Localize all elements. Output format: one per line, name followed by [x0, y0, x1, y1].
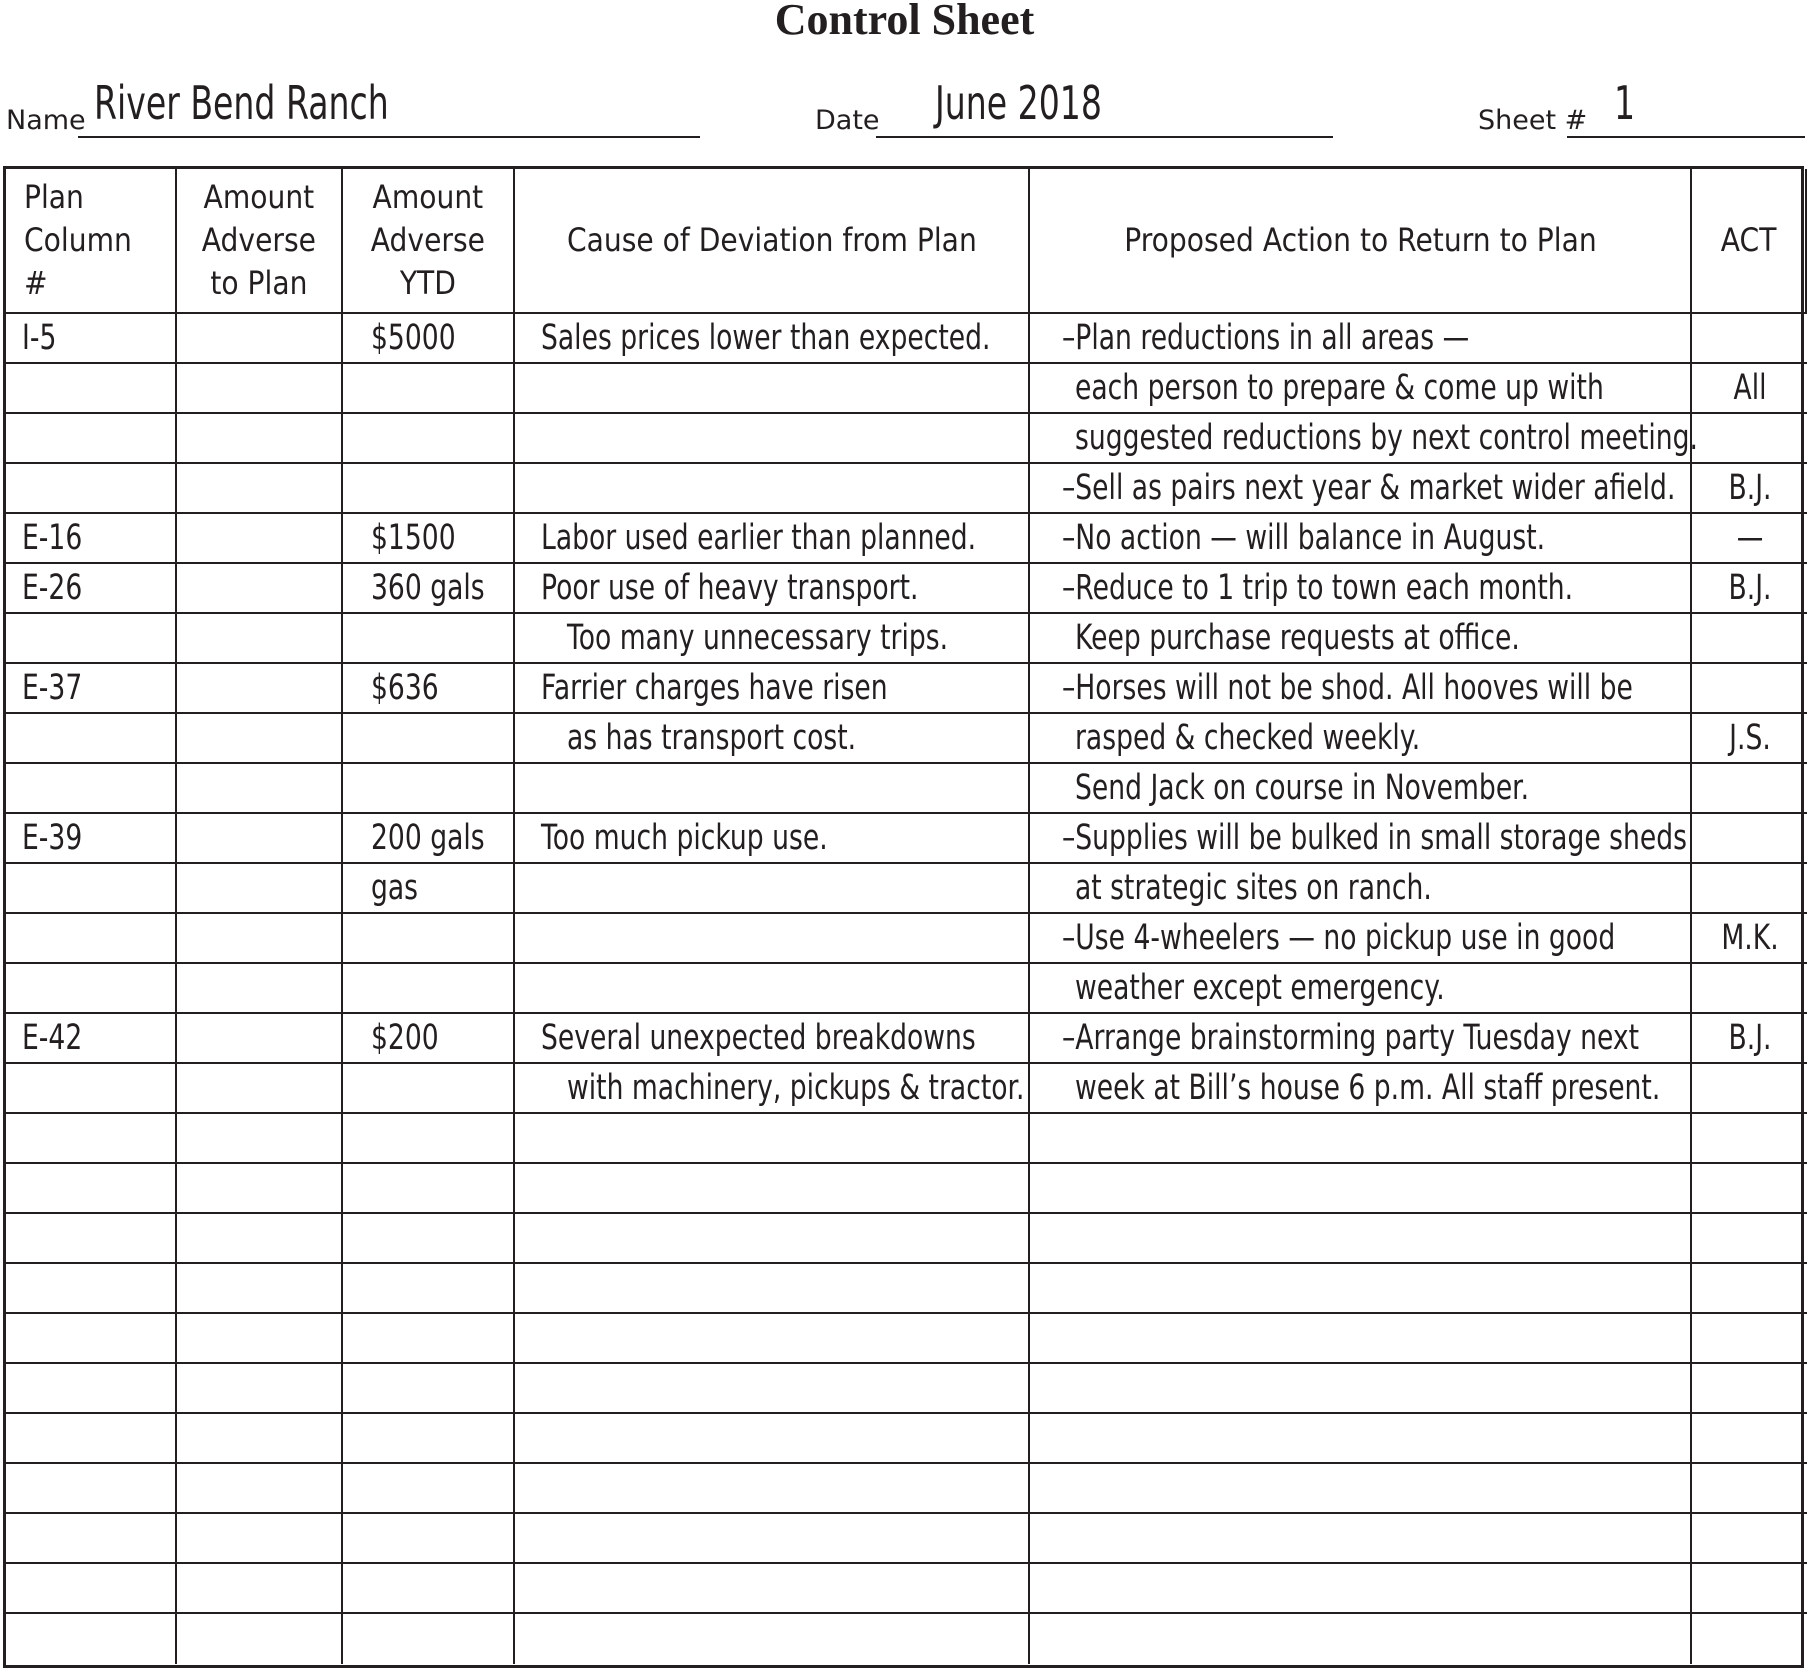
cause-cell [515, 1614, 1030, 1664]
cause-cell [515, 1464, 1030, 1514]
cause-cell [515, 1414, 1030, 1464]
proposed-action-cell [1030, 1564, 1692, 1614]
act-cell [1692, 1514, 1807, 1564]
proposed-action-cell [1030, 314, 1692, 364]
amount-adverse-to-plan-cell [177, 614, 343, 664]
proposed-action-cell [1030, 1214, 1692, 1264]
amount-adverse-to-plan-cell [177, 764, 343, 814]
cell-text: Labor used earlier than planned. [541, 518, 977, 558]
act-cell [1692, 664, 1807, 714]
act-cell [1692, 364, 1807, 414]
amount-adverse-to-plan-cell [177, 1464, 343, 1514]
plan-column-cell [6, 964, 177, 1014]
act-cell [1692, 1364, 1807, 1414]
column-header-label: Proposed Action to Return to Plan [1123, 221, 1597, 259]
amount-adverse-to-plan-cell [177, 514, 343, 564]
proposed-action-cell [1030, 1364, 1692, 1414]
plan-column-cell [6, 764, 177, 814]
act-cell [1692, 464, 1807, 514]
cause-cell [515, 1364, 1030, 1414]
name-label: Name [6, 105, 86, 136]
column-header-plan-column [6, 169, 177, 314]
column-header-label: Amount Adverse to Plan [201, 178, 317, 302]
cell-text: –Use 4-wheelers — no pickup use in good [1062, 918, 1616, 958]
cell-text: –Supplies will be bulked in small storage sheds [1062, 818, 1688, 858]
amount-adverse-to-plan-cell [177, 1364, 343, 1414]
sheet-field [1478, 62, 1805, 138]
cause-cell [515, 1064, 1030, 1114]
plan-column-cell [6, 564, 177, 614]
cell-text: B.J. [1727, 468, 1772, 508]
proposed-action-cell [1030, 1614, 1692, 1664]
amount-adverse-ytd-cell [343, 1314, 515, 1364]
column-header-label: ACT [1720, 221, 1777, 259]
proposed-action-cell [1030, 1064, 1692, 1114]
cell-text: as has transport cost. [567, 718, 857, 758]
act-cell [1692, 814, 1807, 864]
plan-column-cell [6, 1464, 177, 1514]
cause-cell [515, 1014, 1030, 1064]
cell-text: –Arrange brainstorming party Tuesday next [1062, 1018, 1640, 1058]
amount-adverse-ytd-cell [343, 1514, 515, 1564]
cell-text: –Reduce to 1 trip to town each month. [1062, 568, 1574, 608]
proposed-action-cell [1030, 914, 1692, 964]
cell-text: E-39 [22, 818, 83, 858]
cell-text: $5000 [371, 318, 456, 358]
plan-column-cell [6, 364, 177, 414]
amount-adverse-ytd-cell [343, 614, 515, 664]
amount-adverse-ytd-cell [343, 1464, 515, 1514]
cell-text: $1500 [371, 518, 456, 558]
column-header-act [1692, 169, 1807, 314]
amount-adverse-ytd-cell [343, 714, 515, 764]
amount-adverse-to-plan-cell [177, 1614, 343, 1664]
act-cell [1692, 564, 1807, 614]
amount-adverse-ytd-cell [343, 364, 515, 414]
cell-text: Too much pickup use. [541, 818, 828, 858]
amount-adverse-to-plan-cell [177, 364, 343, 414]
cell-text: with machinery, pickups & tractor. [567, 1068, 1025, 1108]
cell-text: I-5 [22, 318, 57, 358]
act-cell [1692, 314, 1807, 364]
plan-column-cell [6, 1014, 177, 1064]
amount-adverse-to-plan-cell [177, 1114, 343, 1164]
column-header-label: Plan Column # [24, 178, 132, 302]
proposed-action-cell [1030, 664, 1692, 714]
cell-text: $200 [371, 1018, 439, 1058]
cell-text: M.K. [1720, 918, 1779, 958]
amount-adverse-ytd-cell [343, 414, 515, 464]
column-header-cause-of-deviation [515, 169, 1030, 314]
act-cell [1692, 1064, 1807, 1114]
cell-text: E-16 [22, 518, 83, 558]
act-cell [1692, 1564, 1807, 1614]
cell-text: Poor use of heavy transport. [541, 568, 919, 608]
cause-cell [515, 1314, 1030, 1364]
act-cell [1692, 614, 1807, 664]
cause-cell [515, 1514, 1030, 1564]
act-cell [1692, 1264, 1807, 1314]
name-value: River Bend Ranch [94, 76, 389, 130]
plan-column-cell [6, 1564, 177, 1614]
sheet-label: Sheet # [1478, 105, 1588, 136]
sheet-value: 1 [1614, 76, 1636, 130]
act-cell [1692, 1464, 1807, 1514]
cause-cell [515, 1264, 1030, 1314]
act-cell [1692, 1314, 1807, 1364]
amount-adverse-to-plan-cell [177, 314, 343, 364]
amount-adverse-to-plan-cell [177, 864, 343, 914]
amount-adverse-to-plan-cell [177, 964, 343, 1014]
cause-cell [515, 464, 1030, 514]
proposed-action-cell [1030, 714, 1692, 764]
cell-text: B.J. [1727, 568, 1772, 608]
act-cell [1692, 964, 1807, 1014]
cause-cell [515, 364, 1030, 414]
act-cell [1692, 914, 1807, 964]
amount-adverse-ytd-cell [343, 814, 515, 864]
amount-adverse-to-plan-cell [177, 1214, 343, 1264]
cell-text: –No action — will balance in August. [1062, 518, 1546, 558]
cell-text: suggested reductions by next control meeting. [1075, 418, 1698, 458]
proposed-action-cell [1030, 1314, 1692, 1364]
amount-adverse-ytd-cell [343, 1264, 515, 1314]
amount-adverse-ytd-cell [343, 1064, 515, 1114]
proposed-action-cell [1030, 364, 1692, 414]
act-cell [1692, 1114, 1807, 1164]
cell-text: at strategic sites on ranch. [1075, 868, 1432, 908]
proposed-action-cell [1030, 464, 1692, 514]
proposed-action-cell [1030, 1514, 1692, 1564]
amount-adverse-ytd-cell [343, 1114, 515, 1164]
cell-text: $636 [371, 668, 439, 708]
proposed-action-cell [1030, 1164, 1692, 1214]
proposed-action-cell [1030, 964, 1692, 1014]
control-table [3, 166, 1804, 1668]
amount-adverse-ytd-cell [343, 1414, 515, 1464]
plan-column-cell [6, 814, 177, 864]
cell-text: gas [371, 868, 419, 908]
cell-text: E-37 [22, 668, 83, 708]
proposed-action-cell [1030, 1464, 1692, 1514]
amount-adverse-to-plan-cell [177, 1014, 343, 1064]
amount-adverse-ytd-cell [343, 1164, 515, 1214]
amount-adverse-to-plan-cell [177, 414, 343, 464]
cell-text: — [1736, 518, 1763, 558]
cause-cell [515, 414, 1030, 464]
cell-text: B.J. [1727, 1018, 1772, 1058]
cause-cell [515, 514, 1030, 564]
plan-column-cell [6, 1064, 177, 1114]
cause-cell [515, 914, 1030, 964]
cell-text: each person to prepare & come up with [1075, 368, 1604, 408]
plan-column-cell [6, 714, 177, 764]
date-underline [876, 136, 1333, 138]
amount-adverse-to-plan-cell [177, 564, 343, 614]
proposed-action-cell [1030, 1114, 1692, 1164]
name-underline [78, 136, 700, 138]
plan-column-cell [6, 314, 177, 364]
amount-adverse-to-plan-cell [177, 814, 343, 864]
cell-text: –Sell as pairs next year & market wider afield. [1062, 468, 1676, 508]
cell-text: 200 gals [371, 818, 485, 858]
act-cell [1692, 1164, 1807, 1214]
proposed-action-cell [1030, 814, 1692, 864]
amount-adverse-ytd-cell [343, 1214, 515, 1264]
plan-column-cell [6, 414, 177, 464]
cause-cell [515, 964, 1030, 1014]
cause-cell [515, 814, 1030, 864]
cell-text: –Horses will not be shod. All hooves will be [1062, 668, 1633, 708]
amount-adverse-ytd-cell [343, 764, 515, 814]
cause-cell [515, 864, 1030, 914]
cell-text: weather except emergency. [1075, 968, 1445, 1008]
column-header-label: Cause of Deviation from Plan [566, 221, 977, 259]
cell-text: Several unexpected breakdowns [541, 1018, 976, 1058]
proposed-action-cell [1030, 614, 1692, 664]
cell-text: Send Jack on course in November. [1075, 768, 1530, 808]
cause-cell [515, 1214, 1030, 1264]
plan-column-cell [6, 1264, 177, 1314]
plan-column-cell [6, 1614, 177, 1664]
column-header-amount-adverse-ytd [343, 169, 515, 314]
proposed-action-cell [1030, 564, 1692, 614]
plan-column-cell [6, 514, 177, 564]
plan-column-cell [6, 1114, 177, 1164]
act-cell [1692, 714, 1807, 764]
cell-text: week at Bill’s house 6 p.m. All staff present. [1075, 1068, 1661, 1108]
amount-adverse-ytd-cell [343, 914, 515, 964]
cell-text: Keep purchase requests at office. [1075, 618, 1520, 658]
proposed-action-cell [1030, 864, 1692, 914]
proposed-action-cell [1030, 414, 1698, 464]
proposed-action-cell [1030, 1414, 1692, 1464]
amount-adverse-ytd-cell [343, 864, 515, 914]
amount-adverse-to-plan-cell [177, 1514, 343, 1564]
column-header-label: Amount Adverse YTD [370, 178, 486, 302]
amount-adverse-ytd-cell [343, 1614, 515, 1664]
column-header-proposed-action [1030, 169, 1692, 314]
proposed-action-cell [1030, 514, 1692, 564]
cell-text: Sales prices lower than expected. [541, 318, 991, 358]
proposed-action-cell [1030, 1264, 1692, 1314]
plan-column-cell [6, 864, 177, 914]
amount-adverse-to-plan-cell [177, 464, 343, 514]
amount-adverse-to-plan-cell [177, 664, 343, 714]
date-field [815, 62, 1333, 138]
cause-cell [515, 714, 1030, 764]
cell-text: E-42 [22, 1018, 83, 1058]
column-header-amount-adverse-to-plan [177, 169, 343, 314]
plan-column-cell [6, 1364, 177, 1414]
amount-adverse-to-plan-cell [177, 1414, 343, 1464]
name-field [6, 62, 700, 138]
plan-column-cell [6, 1414, 177, 1464]
plan-column-cell [6, 1314, 177, 1364]
cause-cell [515, 564, 1030, 614]
act-cell [1692, 1014, 1807, 1064]
amount-adverse-to-plan-cell [177, 1064, 343, 1114]
amount-adverse-ytd-cell [343, 314, 515, 364]
cell-text: Farrier charges have risen [541, 668, 888, 708]
amount-adverse-to-plan-cell [177, 1264, 343, 1314]
cell-text: E-26 [22, 568, 83, 608]
act-cell [1692, 514, 1807, 564]
cause-cell [515, 614, 1030, 664]
amount-adverse-to-plan-cell [177, 1314, 343, 1364]
sheet-underline [1567, 136, 1805, 138]
amount-adverse-ytd-cell [343, 1014, 515, 1064]
amount-adverse-ytd-cell [343, 1564, 515, 1614]
cell-text: –Plan reductions in all areas — [1062, 318, 1470, 358]
cause-cell [515, 764, 1030, 814]
act-cell [1692, 1214, 1807, 1264]
proposed-action-cell [1030, 1014, 1692, 1064]
amount-adverse-to-plan-cell [177, 1564, 343, 1614]
cause-cell [515, 1564, 1030, 1614]
cell-text: 360 gals [371, 568, 485, 608]
plan-column-cell [6, 464, 177, 514]
plan-column-cell [6, 664, 177, 714]
date-value: June 2018 [935, 76, 1102, 130]
cell-text: J.S. [1728, 718, 1771, 758]
amount-adverse-to-plan-cell [177, 714, 343, 764]
act-cell [1692, 1414, 1807, 1464]
amount-adverse-ytd-cell [343, 564, 515, 614]
plan-column-cell [6, 1514, 177, 1564]
cell-text: All [1733, 368, 1766, 408]
cause-cell [515, 1114, 1030, 1164]
amount-adverse-ytd-cell [343, 464, 515, 514]
plan-column-cell [6, 914, 177, 964]
amount-adverse-ytd-cell [343, 964, 515, 1014]
amount-adverse-ytd-cell [343, 1364, 515, 1414]
amount-adverse-ytd-cell [343, 514, 515, 564]
plan-column-cell [6, 1164, 177, 1214]
act-cell [1692, 1614, 1807, 1664]
cell-text: Too many unnecessary trips. [567, 618, 949, 658]
amount-adverse-ytd-cell [343, 664, 515, 714]
cause-cell [515, 1164, 1030, 1214]
act-cell [1692, 764, 1807, 814]
plan-column-cell [6, 1214, 177, 1264]
cell-text: rasped & checked weekly. [1075, 718, 1421, 758]
proposed-action-cell [1030, 764, 1692, 814]
act-cell [1692, 864, 1807, 914]
plan-column-cell [6, 614, 177, 664]
amount-adverse-to-plan-cell [177, 1164, 343, 1214]
page-title: Control Sheet [774, 0, 1035, 44]
date-label: Date [815, 105, 880, 136]
amount-adverse-to-plan-cell [177, 914, 343, 964]
cause-cell [515, 664, 1030, 714]
cause-cell [515, 314, 1030, 364]
act-cell [1692, 414, 1807, 464]
